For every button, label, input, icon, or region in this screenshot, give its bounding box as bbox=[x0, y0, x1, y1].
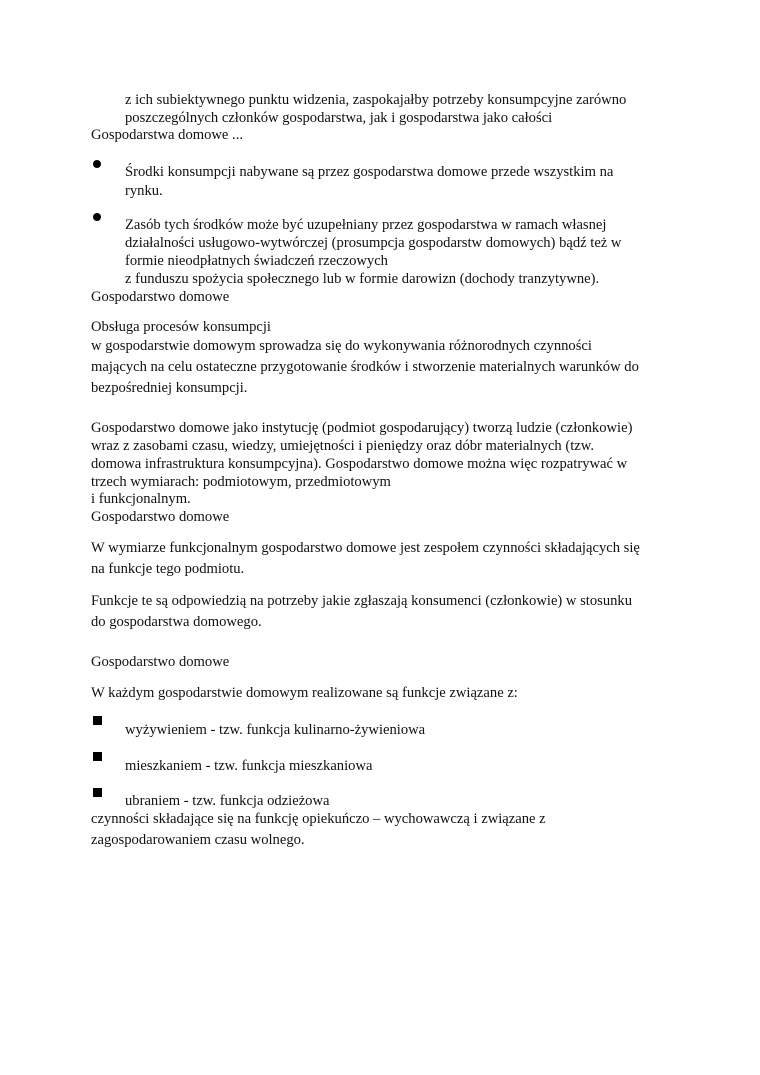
paragraph-line: Gospodarstwo domowe jako instytucję (podmiot gospodarujący) tworzą ludzie (członkowie) bbox=[91, 420, 633, 436]
paragraph-line: Funkcje te są odpowiedzią na potrzeby jakie zgłaszają konsumenci (członkowie) w stosunku bbox=[91, 593, 633, 609]
bullet-text: Zasób tych środków może być uzupełniany przez gospodarstwa w ramach własnej bbox=[125, 217, 607, 233]
paragraph-line: w gospodarstwie domowym sprowadza się do wykonywania różnorodnych czynności bbox=[91, 338, 592, 354]
paragraph-line: W każdym gospodarstwie domowym realizowane są funkcje związane z: bbox=[91, 685, 518, 701]
list-item: mieszkaniem - tzw. funkcja mieszkaniowa bbox=[125, 758, 373, 774]
paragraph-line: zagospodarowaniem czasu wolnego. bbox=[91, 832, 305, 848]
bullet-icon bbox=[93, 160, 101, 168]
list-item: wyżywieniem - tzw. funkcja kulinarno-żywieniowa bbox=[125, 722, 426, 738]
bullet-text: rynku. bbox=[125, 183, 163, 199]
paragraph-line: czynności składające się na funkcję opiekuńczo – wychowawczą i związane z bbox=[91, 811, 546, 827]
section-heading: Gospodarstwo domowe bbox=[91, 289, 230, 305]
paragraph-line: bezpośredniej konsumpcji. bbox=[91, 380, 248, 396]
paragraph-line: domowa infrastruktura konsumpcyjna). Gospodarstwo domowe można więc rozpatrywać w bbox=[91, 456, 628, 472]
section-subheading: Obsługa procesów konsumpcji bbox=[91, 319, 271, 335]
section-heading: Gospodarstwa domowe ... bbox=[91, 127, 243, 143]
section-heading: Gospodarstwo domowe bbox=[91, 654, 230, 670]
intro-line: poszczególnych członków gospodarstwa, jak i gospodarstwa jako całości bbox=[125, 110, 553, 126]
square-bullet-icon bbox=[93, 716, 102, 725]
list-item: ubraniem - tzw. funkcja odzieżowa bbox=[125, 793, 330, 809]
paragraph-line: W wymiarze funkcjonalnym gospodarstwo domowe jest zespołem czynności składających się bbox=[91, 540, 640, 556]
section-heading: Gospodarstwo domowe bbox=[91, 509, 230, 525]
paragraph-line: do gospodarstwa domowego. bbox=[91, 614, 262, 630]
intro-line: z ich subiektywnego punktu widzenia, zaspokajałby potrzeby konsumpcyjne zarówno bbox=[125, 92, 627, 108]
bullet-text: działalności usługowo-wytwórczej (prosumpcja gospodarstw domowych) bądź też w bbox=[125, 235, 622, 251]
bullet-text: Środki konsumpcji nabywane są przez gospodarstwa domowe przede wszystkim na bbox=[125, 164, 614, 180]
paragraph-line: wraz z zasobami czasu, wiedzy, umiejętności i pieniędzy oraz dóbr materialnych (tzw. bbox=[91, 438, 594, 454]
bullet-icon bbox=[93, 213, 101, 221]
paragraph-line: i funkcjonalnym. bbox=[91, 491, 191, 507]
square-bullet-icon bbox=[93, 788, 102, 797]
paragraph-line: trzech wymiarach: podmiotowym, przedmiotowym bbox=[91, 474, 391, 490]
bullet-text: formie nieodpłatnych świadczeń rzeczowych bbox=[125, 253, 388, 269]
bullet-text: z funduszu spożycia społecznego lub w formie darowizn (dochody tranzytywne). bbox=[125, 271, 600, 287]
paragraph-line: mających na celu ostateczne przygotowanie środków i stworzenie materialnych warunków do bbox=[91, 359, 639, 375]
paragraph-line: na funkcje tego podmiotu. bbox=[91, 561, 245, 577]
square-bullet-icon bbox=[93, 752, 102, 761]
